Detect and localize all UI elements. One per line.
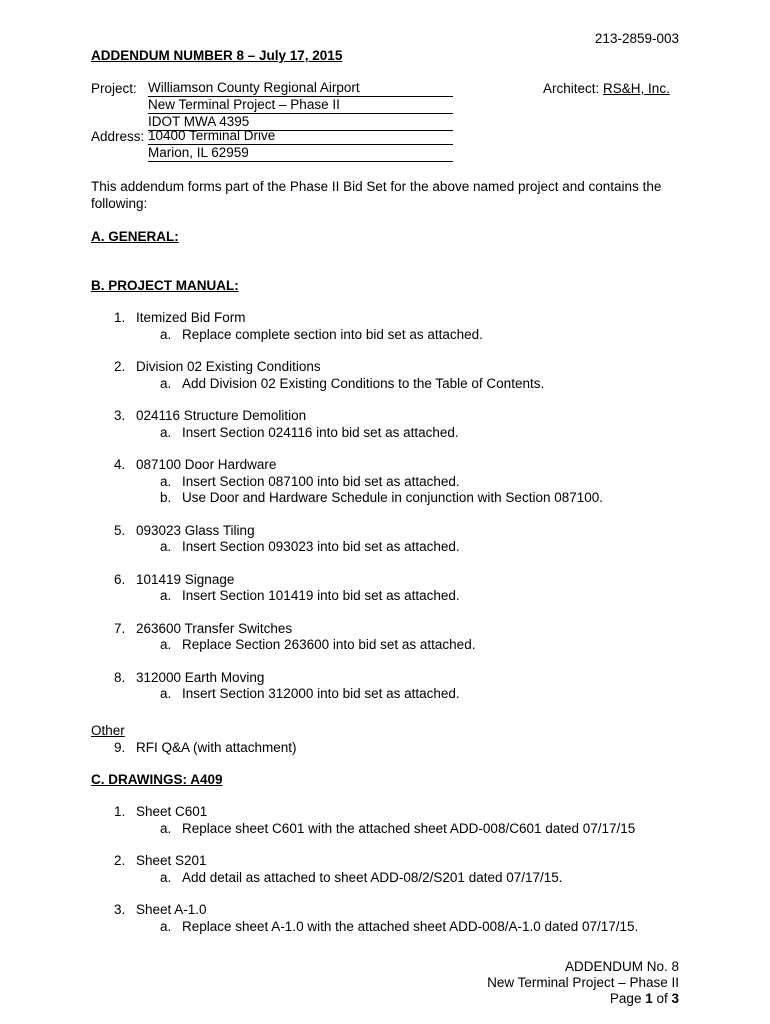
- list-item-number: 1.: [114, 804, 126, 819]
- sub-item-text: Replace Section 263600 into bid set as attached.: [182, 637, 476, 652]
- sub-item-text: Replace sheet A-1.0 with the attached sheet ADD-008/A-1.0 dated 07/17/15.: [182, 918, 639, 934]
- sub-item-text: Add Division 02 Existing Conditions to the Table of Contents.: [182, 375, 545, 391]
- sub-item-letter: a.: [160, 820, 172, 836]
- sub-item-letter: a.: [160, 869, 172, 885]
- list-item-number: 5.: [114, 522, 126, 538]
- project-line: New Terminal Project – Phase II: [148, 97, 453, 114]
- list-item-title: Sheet C601: [136, 804, 208, 819]
- list-item-number: 3.: [114, 902, 126, 917]
- project-lines: [148, 80, 453, 131]
- list-item-number: 6.: [114, 571, 126, 587]
- page-prefix: Page: [609, 991, 646, 1006]
- list-item-title: Sheet A-1.0: [136, 902, 207, 917]
- intro-paragraph: This addendum forms part of the Phase II Bid Set for the above named project and contains the following:: [91, 179, 662, 211]
- address-label: Address:: [91, 129, 145, 144]
- address-lines: [148, 128, 453, 162]
- list-item-number: 3.: [114, 408, 126, 423]
- sub-item-text: Use Door and Hardware Schedule in conjunction with Section 087100.: [182, 490, 604, 505]
- sub-item-letter: a.: [160, 588, 172, 603]
- sub-item-letter: a.: [160, 375, 172, 391]
- page-number: 1: [645, 991, 653, 1006]
- sub-item-text: Add detail as attached to sheet ADD-08/2/S201 dated 07/17/15.: [182, 869, 563, 885]
- sub-item-text: Replace sheet C601 with the attached sheet ADD-008/C601 dated 07/17/15: [182, 820, 636, 836]
- other-item-title: RFI Q&A (with attachment): [136, 740, 297, 755]
- address-line: 10400 Terminal Drive: [148, 128, 453, 145]
- list-item-title: 024116 Structure Demolition: [136, 408, 307, 423]
- list-item-number: 7.: [114, 620, 126, 636]
- section-a-heading: A. GENERAL:: [91, 229, 179, 244]
- footer-page: [610, 990, 679, 1007]
- section-c-heading: C. DRAWINGS: A409: [91, 772, 223, 787]
- sub-item-text: Insert Section 024116 into bid set as attached.: [182, 424, 459, 440]
- list-item-number: 2.: [114, 853, 126, 868]
- list-item-title: 312000 Earth Moving: [136, 669, 265, 685]
- addendum-heading: ADDENDUM NUMBER 8 – July 17, 2015: [91, 48, 343, 63]
- sub-item-text: Insert Section 093023 into bid set as attached.: [182, 539, 460, 554]
- list-item-title: 093023 Glass Tiling: [136, 522, 255, 538]
- list-item-number: 8.: [114, 669, 126, 685]
- document-number: 213-2859-003: [594, 31, 679, 46]
- project-label: Project:: [91, 81, 137, 96]
- address-line: Marion, IL 62959: [148, 145, 453, 162]
- list-item-title: Sheet S201: [136, 853, 207, 868]
- sub-item-letter: a.: [160, 686, 172, 701]
- sub-item-letter: a.: [160, 424, 172, 440]
- list-item-title: Division 02 Existing Conditions: [136, 359, 321, 374]
- list-item-title: 263600 Transfer Switches: [136, 620, 293, 636]
- list-item-title: 087100 Door Hardware: [136, 457, 277, 472]
- sub-item-letter: a.: [160, 918, 172, 934]
- sub-item-letter: b.: [160, 490, 172, 505]
- sub-item-text: Replace complete section into bid set as attached.: [182, 326, 483, 342]
- page-of: of: [652, 991, 672, 1006]
- other-label: Other: [91, 723, 125, 738]
- list-item-number: 2.: [114, 359, 126, 374]
- list-item-number: 1.: [114, 310, 126, 325]
- sub-item-letter: a.: [160, 473, 172, 489]
- footer-project: New Terminal Project – Phase II: [487, 975, 679, 990]
- project-line: Williamson County Regional Airport: [148, 80, 453, 97]
- sub-item-text: Insert Section 101419 into bid set as attached.: [182, 588, 460, 603]
- list-item-title: 101419 Signage: [136, 571, 235, 587]
- footer-addendum: ADDENDUM No. 8: [564, 959, 679, 974]
- sub-item-letter: a.: [160, 326, 172, 342]
- list-item-title: Itemized Bid Form: [136, 310, 246, 325]
- sub-item-text: Insert Section 087100 into bid set as attached.: [182, 473, 460, 489]
- architect-label: Architect:: [543, 81, 600, 96]
- architect: [543, 80, 670, 97]
- architect-name: RS&H, Inc.: [603, 81, 670, 96]
- sub-item-letter: a.: [160, 637, 172, 652]
- project-line: IDOT MWA 4395: [148, 114, 453, 131]
- section-b-heading: B. PROJECT MANUAL:: [91, 278, 239, 293]
- other-item-number: 9.: [114, 740, 126, 755]
- page-total: 3: [671, 991, 679, 1006]
- sub-item-letter: a.: [160, 539, 172, 554]
- sub-item-text: Insert Section 312000 into bid set as attached.: [182, 686, 460, 701]
- list-item-number: 4.: [114, 457, 126, 472]
